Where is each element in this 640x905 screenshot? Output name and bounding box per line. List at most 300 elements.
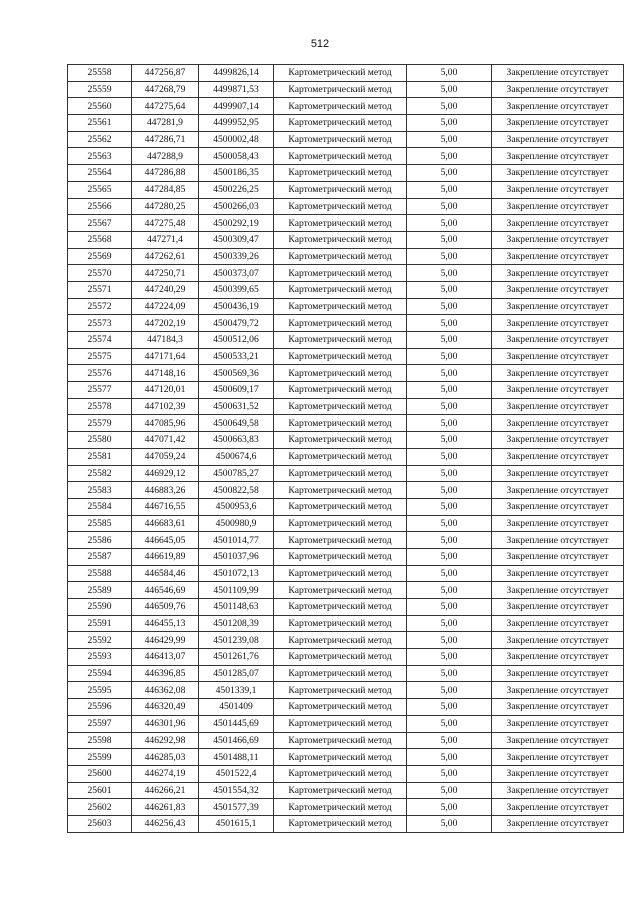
x-coordinate-cell: 447275,48 (132, 215, 199, 232)
x-coordinate-cell: 446396,85 (132, 665, 199, 682)
point-number-cell: 25559 (68, 81, 132, 98)
precision-cell: 5,00 (407, 81, 492, 98)
x-coordinate-cell: 447284,85 (132, 181, 199, 198)
table-row (68, 515, 624, 532)
method-cell: Картометрический метод (274, 415, 407, 432)
point-number-cell: 25586 (68, 532, 132, 549)
precision-cell: 5,00 (407, 665, 492, 682)
point-number-cell: 25584 (68, 498, 132, 515)
precision-cell: 5,00 (407, 749, 492, 766)
method-cell: Картометрический метод (274, 482, 407, 499)
method-cell: Картометрический метод (274, 599, 407, 616)
table-row (68, 582, 624, 599)
method-cell: Картометрический метод (274, 298, 407, 315)
point-number-cell: 25583 (68, 482, 132, 499)
fixing-cell: Закрепление отсутствует (492, 365, 624, 382)
x-coordinate-cell: 446256,43 (132, 815, 199, 832)
fixing-cell: Закрепление отсутствует (492, 548, 624, 565)
point-number-cell: 25601 (68, 782, 132, 799)
y-coordinate-cell: 4500339,26 (199, 248, 274, 265)
x-coordinate-cell: 447280,25 (132, 198, 199, 215)
precision-cell: 5,00 (407, 682, 492, 699)
method-cell: Картометрический метод (274, 699, 407, 716)
x-coordinate-cell: 446584,46 (132, 565, 199, 582)
table-row (68, 432, 624, 449)
x-coordinate-cell: 446546,69 (132, 582, 199, 599)
method-cell: Картометрический метод (274, 682, 407, 699)
fixing-cell: Закрепление отсутствует (492, 765, 624, 782)
x-coordinate-cell: 447171,64 (132, 348, 199, 365)
fixing-cell: Закрепление отсутствует (492, 181, 624, 198)
y-coordinate-cell: 4501466,69 (199, 732, 274, 749)
point-number-cell: 25582 (68, 465, 132, 482)
table-row (68, 81, 624, 98)
table-row (68, 298, 624, 315)
y-coordinate-cell: 4500479,72 (199, 315, 274, 332)
y-coordinate-cell: 4500226,25 (199, 181, 274, 198)
point-number-cell: 25574 (68, 332, 132, 349)
y-coordinate-cell: 4500631,52 (199, 398, 274, 415)
method-cell: Картометрический метод (274, 332, 407, 349)
table-row (68, 632, 624, 649)
precision-cell: 5,00 (407, 715, 492, 732)
point-number-cell: 25573 (68, 315, 132, 332)
table-row (68, 332, 624, 349)
table-row (68, 348, 624, 365)
point-number-cell: 25589 (68, 582, 132, 599)
table-row (68, 565, 624, 582)
method-cell: Картометрический метод (274, 248, 407, 265)
y-coordinate-cell: 4500609,17 (199, 382, 274, 399)
x-coordinate-cell: 446292,98 (132, 732, 199, 749)
point-number-cell: 25594 (68, 665, 132, 682)
x-coordinate-cell: 447202,19 (132, 315, 199, 332)
method-cell: Картометрический метод (274, 281, 407, 298)
x-coordinate-cell: 446301,96 (132, 715, 199, 732)
fixing-cell: Закрепление отсутствует (492, 382, 624, 399)
table-row (68, 548, 624, 565)
point-number-cell: 25558 (68, 65, 132, 82)
x-coordinate-cell: 447268,79 (132, 81, 199, 98)
x-coordinate-cell: 447120,01 (132, 382, 199, 399)
precision-cell: 5,00 (407, 615, 492, 632)
table-row (68, 465, 624, 482)
table-row (68, 715, 624, 732)
method-cell: Картометрический метод (274, 215, 407, 232)
point-number-cell: 25579 (68, 415, 132, 432)
page-number: 512 (310, 38, 330, 50)
y-coordinate-cell: 4501577,39 (199, 799, 274, 816)
x-coordinate-cell: 446362,08 (132, 682, 199, 699)
y-coordinate-cell: 4500674,6 (199, 448, 274, 465)
table-row (68, 265, 624, 282)
fixing-cell: Закрепление отсутствует (492, 165, 624, 182)
fixing-cell: Закрепление отсутствует (492, 632, 624, 649)
precision-cell: 5,00 (407, 215, 492, 232)
fixing-cell: Закрепление отсутствует (492, 732, 624, 749)
method-cell: Картометрический метод (274, 448, 407, 465)
point-number-cell: 25599 (68, 749, 132, 766)
point-number-cell: 25568 (68, 231, 132, 248)
method-cell: Картометрический метод (274, 181, 407, 198)
precision-cell: 5,00 (407, 482, 492, 499)
table-row (68, 682, 624, 699)
precision-cell: 5,00 (407, 498, 492, 515)
method-cell: Картометрический метод (274, 782, 407, 799)
y-coordinate-cell: 4500785,27 (199, 465, 274, 482)
method-cell: Картометрический метод (274, 632, 407, 649)
table-row (68, 115, 624, 132)
y-coordinate-cell: 4500980,9 (199, 515, 274, 532)
fixing-cell: Закрепление отсутствует (492, 415, 624, 432)
x-coordinate-cell: 447262,61 (132, 248, 199, 265)
precision-cell: 5,00 (407, 148, 492, 165)
y-coordinate-cell: 4501615,1 (199, 815, 274, 832)
x-coordinate-cell: 447184,3 (132, 332, 199, 349)
fixing-cell: Закрепление отсутствует (492, 615, 624, 632)
method-cell: Картометрический метод (274, 98, 407, 115)
fixing-cell: Закрепление отсутствует (492, 532, 624, 549)
fixing-cell: Закрепление отсутствует (492, 782, 624, 799)
x-coordinate-cell: 446716,55 (132, 498, 199, 515)
precision-cell: 5,00 (407, 332, 492, 349)
precision-cell: 5,00 (407, 281, 492, 298)
point-number-cell: 25562 (68, 131, 132, 148)
method-cell: Картометрический метод (274, 315, 407, 332)
point-number-cell: 25576 (68, 365, 132, 382)
table-row (68, 248, 624, 265)
precision-cell: 5,00 (407, 181, 492, 198)
method-cell: Картометрический метод (274, 365, 407, 382)
point-number-cell: 25571 (68, 281, 132, 298)
x-coordinate-cell: 447286,71 (132, 131, 199, 148)
table-row (68, 215, 624, 232)
y-coordinate-cell: 4500649,58 (199, 415, 274, 432)
precision-cell: 5,00 (407, 115, 492, 132)
y-coordinate-cell: 4501409 (199, 699, 274, 716)
point-number-cell: 25585 (68, 515, 132, 532)
point-number-cell: 25590 (68, 599, 132, 616)
precision-cell: 5,00 (407, 98, 492, 115)
x-coordinate-cell: 447271,4 (132, 231, 199, 248)
table-row (68, 649, 624, 666)
y-coordinate-cell: 4499952,95 (199, 115, 274, 132)
method-cell: Картометрический метод (274, 665, 407, 682)
table-row (68, 599, 624, 616)
x-coordinate-cell: 447286,88 (132, 165, 199, 182)
fixing-cell: Закрепление отсутствует (492, 465, 624, 482)
method-cell: Картометрический метод (274, 131, 407, 148)
method-cell: Картометрический метод (274, 115, 407, 132)
precision-cell: 5,00 (407, 398, 492, 415)
point-number-cell: 25593 (68, 649, 132, 666)
point-number-cell: 25597 (68, 715, 132, 732)
fixing-cell: Закрепление отсутствует (492, 115, 624, 132)
y-coordinate-cell: 4500512,06 (199, 332, 274, 349)
precision-cell: 5,00 (407, 548, 492, 565)
x-coordinate-cell: 447148,16 (132, 365, 199, 382)
fixing-cell: Закрепление отсутствует (492, 448, 624, 465)
x-coordinate-cell: 447256,87 (132, 65, 199, 82)
method-cell: Картометрический метод (274, 765, 407, 782)
point-number-cell: 25578 (68, 398, 132, 415)
y-coordinate-cell: 4500292,19 (199, 215, 274, 232)
point-number-cell: 25564 (68, 165, 132, 182)
y-coordinate-cell: 4500266,03 (199, 198, 274, 215)
fixing-cell: Закрепление отсутствует (492, 565, 624, 582)
x-coordinate-cell: 446509,76 (132, 599, 199, 616)
table-row (68, 732, 624, 749)
y-coordinate-cell: 4501014,77 (199, 532, 274, 549)
method-cell: Картометрический метод (274, 615, 407, 632)
y-coordinate-cell: 4501488,11 (199, 749, 274, 766)
table-row (68, 181, 624, 198)
x-coordinate-cell: 446883,26 (132, 482, 199, 499)
precision-cell: 5,00 (407, 782, 492, 799)
fixing-cell: Закрепление отсутствует (492, 148, 624, 165)
point-number-cell: 25577 (68, 382, 132, 399)
x-coordinate-cell: 446455,13 (132, 615, 199, 632)
precision-cell: 5,00 (407, 315, 492, 332)
method-cell: Картометрический метод (274, 732, 407, 749)
y-coordinate-cell: 4501208,39 (199, 615, 274, 632)
fixing-cell: Закрепление отсутствует (492, 248, 624, 265)
x-coordinate-cell: 447288,9 (132, 148, 199, 165)
fixing-cell: Закрепление отсутствует (492, 65, 624, 82)
fixing-cell: Закрепление отсутствует (492, 398, 624, 415)
point-number-cell: 25595 (68, 682, 132, 699)
point-number-cell: 25580 (68, 432, 132, 449)
x-coordinate-cell: 447281,9 (132, 115, 199, 132)
fixing-cell: Закрепление отсутствует (492, 131, 624, 148)
table-row (68, 498, 624, 515)
precision-cell: 5,00 (407, 582, 492, 599)
table-row (68, 482, 624, 499)
table-row (68, 281, 624, 298)
x-coordinate-cell: 446261,83 (132, 799, 199, 816)
fixing-cell: Закрепление отсутствует (492, 432, 624, 449)
precision-cell: 5,00 (407, 699, 492, 716)
method-cell: Картометрический метод (274, 348, 407, 365)
y-coordinate-cell: 4500953,6 (199, 498, 274, 515)
table-row (68, 765, 624, 782)
precision-cell: 5,00 (407, 599, 492, 616)
point-number-cell: 25567 (68, 215, 132, 232)
precision-cell: 5,00 (407, 131, 492, 148)
point-number-cell: 25575 (68, 348, 132, 365)
method-cell: Картометрический метод (274, 465, 407, 482)
fixing-cell: Закрепление отсутствует (492, 582, 624, 599)
point-number-cell: 25561 (68, 115, 132, 132)
table-row (68, 65, 624, 82)
table-row (68, 198, 624, 215)
method-cell: Картометрический метод (274, 532, 407, 549)
method-cell: Картометрический метод (274, 799, 407, 816)
precision-cell: 5,00 (407, 248, 492, 265)
point-number-cell: 25588 (68, 565, 132, 582)
x-coordinate-cell: 446929,12 (132, 465, 199, 482)
x-coordinate-cell: 447102,39 (132, 398, 199, 415)
method-cell: Картометрический метод (274, 649, 407, 666)
point-number-cell: 25591 (68, 615, 132, 632)
fixing-cell: Закрепление отсутствует (492, 281, 624, 298)
precision-cell: 5,00 (407, 465, 492, 482)
precision-cell: 5,00 (407, 765, 492, 782)
fixing-cell: Закрепление отсутствует (492, 215, 624, 232)
point-number-cell: 25563 (68, 148, 132, 165)
y-coordinate-cell: 4501072,13 (199, 565, 274, 582)
fixing-cell: Закрепление отсутствует (492, 665, 624, 682)
method-cell: Картометрический метод (274, 815, 407, 832)
fixing-cell: Закрепление отсутствует (492, 265, 624, 282)
x-coordinate-cell: 447275,64 (132, 98, 199, 115)
fixing-cell: Закрепление отсутствует (492, 715, 624, 732)
y-coordinate-cell: 4501554,32 (199, 782, 274, 799)
fixing-cell: Закрепление отсутствует (492, 799, 624, 816)
x-coordinate-cell: 446645,05 (132, 532, 199, 549)
x-coordinate-cell: 446274,19 (132, 765, 199, 782)
precision-cell: 5,00 (407, 448, 492, 465)
point-number-cell: 25602 (68, 799, 132, 816)
point-number-cell: 25560 (68, 98, 132, 115)
precision-cell: 5,00 (407, 532, 492, 549)
precision-cell: 5,00 (407, 298, 492, 315)
y-coordinate-cell: 4501261,76 (199, 649, 274, 666)
precision-cell: 5,00 (407, 348, 492, 365)
y-coordinate-cell: 4500569,36 (199, 365, 274, 382)
method-cell: Картометрический метод (274, 548, 407, 565)
x-coordinate-cell: 447250,71 (132, 265, 199, 282)
precision-cell: 5,00 (407, 515, 492, 532)
precision-cell: 5,00 (407, 365, 492, 382)
table-row (68, 382, 624, 399)
precision-cell: 5,00 (407, 632, 492, 649)
y-coordinate-cell: 4500399,65 (199, 281, 274, 298)
point-number-cell: 25565 (68, 181, 132, 198)
method-cell: Картометрический метод (274, 715, 407, 732)
x-coordinate-cell: 446266,21 (132, 782, 199, 799)
table-row (68, 398, 624, 415)
method-cell: Картометрический метод (274, 148, 407, 165)
point-number-cell: 25592 (68, 632, 132, 649)
table-row (68, 148, 624, 165)
point-number-cell: 25572 (68, 298, 132, 315)
y-coordinate-cell: 4499907,14 (199, 98, 274, 115)
x-coordinate-cell: 447240,29 (132, 281, 199, 298)
y-coordinate-cell: 4501109,99 (199, 582, 274, 599)
precision-cell: 5,00 (407, 815, 492, 832)
method-cell: Картометрический метод (274, 265, 407, 282)
fixing-cell: Закрепление отсутствует (492, 198, 624, 215)
method-cell: Картометрический метод (274, 582, 407, 599)
point-number-cell: 25569 (68, 248, 132, 265)
table-row (68, 231, 624, 248)
y-coordinate-cell: 4500309,47 (199, 231, 274, 248)
x-coordinate-cell: 446320,49 (132, 699, 199, 716)
precision-cell: 5,00 (407, 198, 492, 215)
method-cell: Картометрический метод (274, 198, 407, 215)
table-row (68, 131, 624, 148)
x-coordinate-cell: 447071,42 (132, 432, 199, 449)
point-number-cell: 25596 (68, 699, 132, 716)
table-row (68, 615, 624, 632)
precision-cell: 5,00 (407, 799, 492, 816)
x-coordinate-cell: 447085,96 (132, 415, 199, 432)
y-coordinate-cell: 4499871,53 (199, 81, 274, 98)
y-coordinate-cell: 4500058,43 (199, 148, 274, 165)
precision-cell: 5,00 (407, 382, 492, 399)
fixing-cell: Закрепление отсутствует (492, 682, 624, 699)
table-row (68, 799, 624, 816)
precision-cell: 5,00 (407, 65, 492, 82)
table-row (68, 815, 624, 832)
x-coordinate-cell: 446683,61 (132, 515, 199, 532)
precision-cell: 5,00 (407, 732, 492, 749)
fixing-cell: Закрепление отсутствует (492, 98, 624, 115)
point-number-cell: 25587 (68, 548, 132, 565)
precision-cell: 5,00 (407, 415, 492, 432)
fixing-cell: Закрепление отсутствует (492, 749, 624, 766)
precision-cell: 5,00 (407, 649, 492, 666)
fixing-cell: Закрепление отсутствует (492, 298, 624, 315)
table-row (68, 165, 624, 182)
method-cell: Картометрический метод (274, 498, 407, 515)
fixing-cell: Закрепление отсутствует (492, 81, 624, 98)
table-row (68, 448, 624, 465)
table-row (68, 315, 624, 332)
y-coordinate-cell: 4501239,08 (199, 632, 274, 649)
y-coordinate-cell: 4500186,35 (199, 165, 274, 182)
fixing-cell: Закрепление отсутствует (492, 348, 624, 365)
method-cell: Картометрический метод (274, 81, 407, 98)
method-cell: Картометрический метод (274, 165, 407, 182)
y-coordinate-cell: 4500533,21 (199, 348, 274, 365)
method-cell: Картометрический метод (274, 565, 407, 582)
y-coordinate-cell: 4500373,07 (199, 265, 274, 282)
x-coordinate-cell: 447224,09 (132, 298, 199, 315)
point-number-cell: 25570 (68, 265, 132, 282)
method-cell: Картометрический метод (274, 515, 407, 532)
fixing-cell: Закрепление отсутствует (492, 699, 624, 716)
fixing-cell: Закрепление отсутствует (492, 649, 624, 666)
fixing-cell: Закрепление отсутствует (492, 815, 624, 832)
table-row (68, 532, 624, 549)
fixing-cell: Закрепление отсутствует (492, 498, 624, 515)
precision-cell: 5,00 (407, 165, 492, 182)
fixing-cell: Закрепление отсутствует (492, 515, 624, 532)
y-coordinate-cell: 4501037,96 (199, 548, 274, 565)
method-cell: Картометрический метод (274, 231, 407, 248)
x-coordinate-cell: 447059,24 (132, 448, 199, 465)
precision-cell: 5,00 (407, 432, 492, 449)
point-number-cell: 25566 (68, 198, 132, 215)
x-coordinate-cell: 446619,89 (132, 548, 199, 565)
table-row (68, 98, 624, 115)
precision-cell: 5,00 (407, 231, 492, 248)
x-coordinate-cell: 446413,07 (132, 649, 199, 666)
table-row (68, 782, 624, 799)
point-number-cell: 25600 (68, 765, 132, 782)
method-cell: Картометрический метод (274, 432, 407, 449)
y-coordinate-cell: 4500822,58 (199, 482, 274, 499)
table-row (68, 665, 624, 682)
point-number-cell: 25598 (68, 732, 132, 749)
y-coordinate-cell: 4499826,14 (199, 65, 274, 82)
y-coordinate-cell: 4500002,48 (199, 131, 274, 148)
y-coordinate-cell: 4501522,4 (199, 765, 274, 782)
point-number-cell: 25581 (68, 448, 132, 465)
table-row (68, 365, 624, 382)
